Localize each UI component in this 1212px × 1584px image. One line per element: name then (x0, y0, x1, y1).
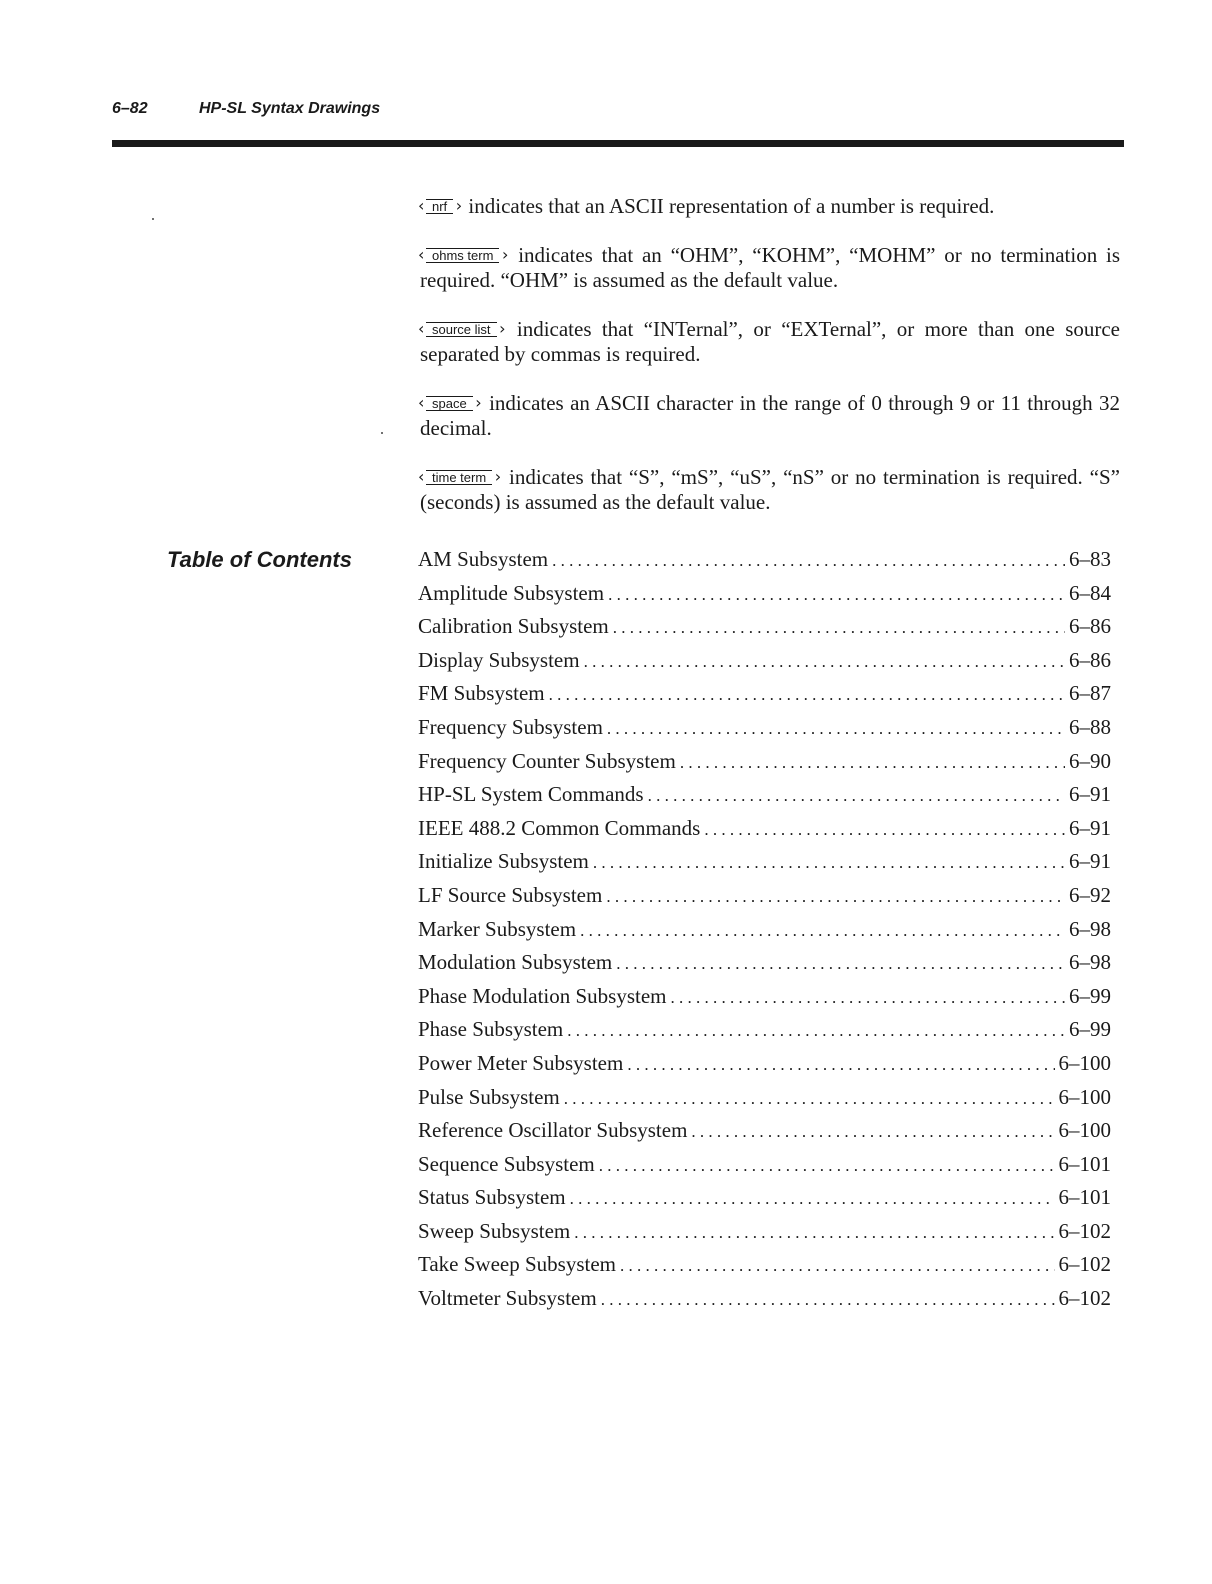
toc-entry (418, 1015, 1111, 1049)
toc-leader-dots (593, 849, 1065, 877)
toc-entry (418, 1284, 1111, 1318)
toc-leader-dots (616, 950, 1065, 978)
toc-entry (418, 579, 1111, 613)
toc-entry-title: Pulse Subsystem (418, 1084, 560, 1109)
toc-entry-page: 6–91 (1069, 815, 1111, 840)
definition-text: indicates that an ASCII representation of a number is required. (468, 194, 995, 218)
toc-entry-page: 6–92 (1069, 882, 1111, 907)
definition-item (420, 243, 1120, 293)
toc-entry-title: Sequence Subsystem (418, 1151, 595, 1176)
definition-item (420, 465, 1120, 515)
toc-entry-page: 6–90 (1069, 748, 1111, 773)
definition-text: indicates an ASCII character in the range of 0 through 9 or 11 through 32 decimal. (420, 391, 1120, 440)
toc-entry-title: Frequency Counter Subsystem (418, 748, 676, 773)
scan-speck (152, 218, 154, 220)
toc-leader-dots (680, 749, 1065, 777)
toc-entry-title: Phase Subsystem (418, 1017, 564, 1042)
toc-leader-dots (552, 547, 1065, 575)
toc-entry-title: Reference Oscillator Subsystem (418, 1118, 688, 1143)
toc-entry-page: 6–101 (1058, 1151, 1111, 1176)
toc-entry-title: Display Subsystem (418, 647, 580, 672)
toc-entry (418, 847, 1111, 881)
toc-entry (418, 915, 1111, 949)
toc-leader-dots (606, 883, 1065, 911)
toc-entry-title: Phase Modulation Subsystem (418, 983, 667, 1008)
definition-text: indicates that “S”, “mS”, “uS”, “nS” or no termination is required. “S” (seconds) is assumed as the default value. (420, 465, 1120, 514)
toc-leader-dots (601, 1286, 1055, 1314)
section-title: HP-SL Syntax Drawings (199, 100, 381, 117)
definition-text: indicates that an “OHM”, “KOHM”, “MOHM” or no termination is required. “OHM” is assumed as the default value. (420, 243, 1121, 292)
toc-leader-dots (613, 614, 1065, 642)
toc-entry-page: 6–101 (1058, 1185, 1111, 1210)
toc-entry-page: 6–87 (1069, 681, 1111, 706)
definition-item (420, 317, 1120, 367)
toc-title: Table of Contents (167, 547, 352, 572)
definition-item (420, 391, 1120, 441)
toc-leader-dots (608, 581, 1065, 609)
toc-entry-page: 6–100 (1058, 1118, 1111, 1143)
toc-leader-dots (627, 1051, 1054, 1079)
header-rule (112, 140, 1124, 147)
toc-entry-title: Modulation Subsystem (418, 950, 613, 975)
toc-leader-dots (549, 681, 1065, 709)
toc-entry-page: 6–102 (1058, 1252, 1111, 1277)
toc-entry (418, 1116, 1111, 1150)
toc-entry-title: Status Subsystem (418, 1185, 566, 1210)
toc-entry (418, 1250, 1111, 1284)
toc-entry (418, 1150, 1111, 1184)
toc-entry-title: Power Meter Subsystem (418, 1050, 624, 1075)
toc-leader-dots (564, 1085, 1055, 1113)
toc-entry-title: IEEE 488.2 Common Commands (418, 815, 701, 840)
toc-entry-title: Frequency Subsystem (418, 714, 603, 739)
toc-entry-title: Amplitude Subsystem (418, 580, 605, 605)
toc-entry (418, 747, 1111, 781)
toc-entry (418, 713, 1111, 747)
toc-entry (418, 780, 1111, 814)
toc-entry (418, 814, 1111, 848)
toc-leader-dots (671, 984, 1065, 1012)
toc-leader-dots (691, 1118, 1054, 1146)
toc-entry-page: 6–99 (1069, 1017, 1111, 1042)
syntax-token: ‹ ohms term › (418, 245, 509, 264)
toc-entry-page: 6–83 (1069, 547, 1111, 571)
toc-entry (418, 612, 1111, 646)
definitions-list (420, 194, 1120, 539)
toc-entry (418, 1183, 1111, 1217)
toc-entry (418, 1049, 1111, 1083)
toc-entry-page: 6–86 (1069, 614, 1111, 639)
toc-entry-title: Initialize Subsystem (418, 849, 589, 874)
toc-leader-dots (599, 1152, 1055, 1180)
toc-entry-page: 6–98 (1069, 950, 1111, 975)
toc-entry (418, 679, 1111, 713)
page-number: 6–82 (112, 100, 148, 117)
definition-item (420, 194, 1120, 219)
toc-leader-dots (580, 917, 1065, 945)
definition-text: indicates that “INTernal”, or “EXTernal”, or more than one source separated by commas is required. (420, 317, 1120, 366)
toc-entry-title: Voltmeter Subsystem (418, 1286, 597, 1311)
toc-entry-page: 6–99 (1069, 983, 1111, 1008)
toc-entry-title: Calibration Subsystem (418, 614, 609, 639)
toc-entry (418, 948, 1111, 982)
toc-entry-page: 6–88 (1069, 714, 1111, 739)
toc-entry-title: HP-SL System Commands (418, 782, 644, 807)
toc-entry (418, 646, 1111, 680)
toc-entry (418, 881, 1111, 915)
toc-entry-title: Take Sweep Subsystem (418, 1252, 617, 1277)
toc-entry-title: Marker Subsystem (418, 916, 577, 941)
toc-leader-dots (607, 715, 1065, 743)
toc-entry (418, 982, 1111, 1016)
toc-leader-dots (574, 1219, 1054, 1247)
syntax-token: ‹ nrf › (418, 196, 463, 215)
toc-entry-page: 6–86 (1069, 647, 1111, 672)
toc-entry-page: 6–102 (1058, 1286, 1111, 1311)
toc-leader-dots (648, 782, 1065, 810)
toc-leader-dots (567, 1017, 1065, 1045)
scan-speck (381, 432, 383, 434)
toc-list (418, 545, 1111, 1318)
toc-entry-page: 6–100 (1058, 1084, 1111, 1109)
toc-entry-page: 6–91 (1069, 849, 1111, 874)
toc-leader-dots (570, 1185, 1055, 1213)
toc-entry-title: AM Subsystem (418, 547, 549, 571)
toc-leader-dots (584, 648, 1065, 676)
toc-entry-title: LF Source Subsystem (418, 882, 603, 907)
toc-entry-page: 6–91 (1069, 782, 1111, 807)
toc-entry (418, 545, 1111, 579)
toc-leader-dots (620, 1252, 1054, 1280)
toc-entry-page: 6–102 (1058, 1218, 1111, 1243)
toc-entry-page: 6–84 (1069, 580, 1111, 605)
toc-entry-page: 6–100 (1058, 1050, 1111, 1075)
syntax-token: ‹ source list › (418, 319, 506, 338)
toc-entry (418, 1217, 1111, 1251)
toc-entry-title: FM Subsystem (418, 681, 545, 706)
toc-entry (418, 1083, 1111, 1117)
syntax-token: ‹ time term › (418, 467, 502, 486)
toc-entry-page: 6–98 (1069, 916, 1111, 941)
syntax-token: ‹ space › (418, 393, 482, 412)
toc-entry-title: Sweep Subsystem (418, 1218, 571, 1243)
toc-leader-dots (704, 816, 1065, 844)
